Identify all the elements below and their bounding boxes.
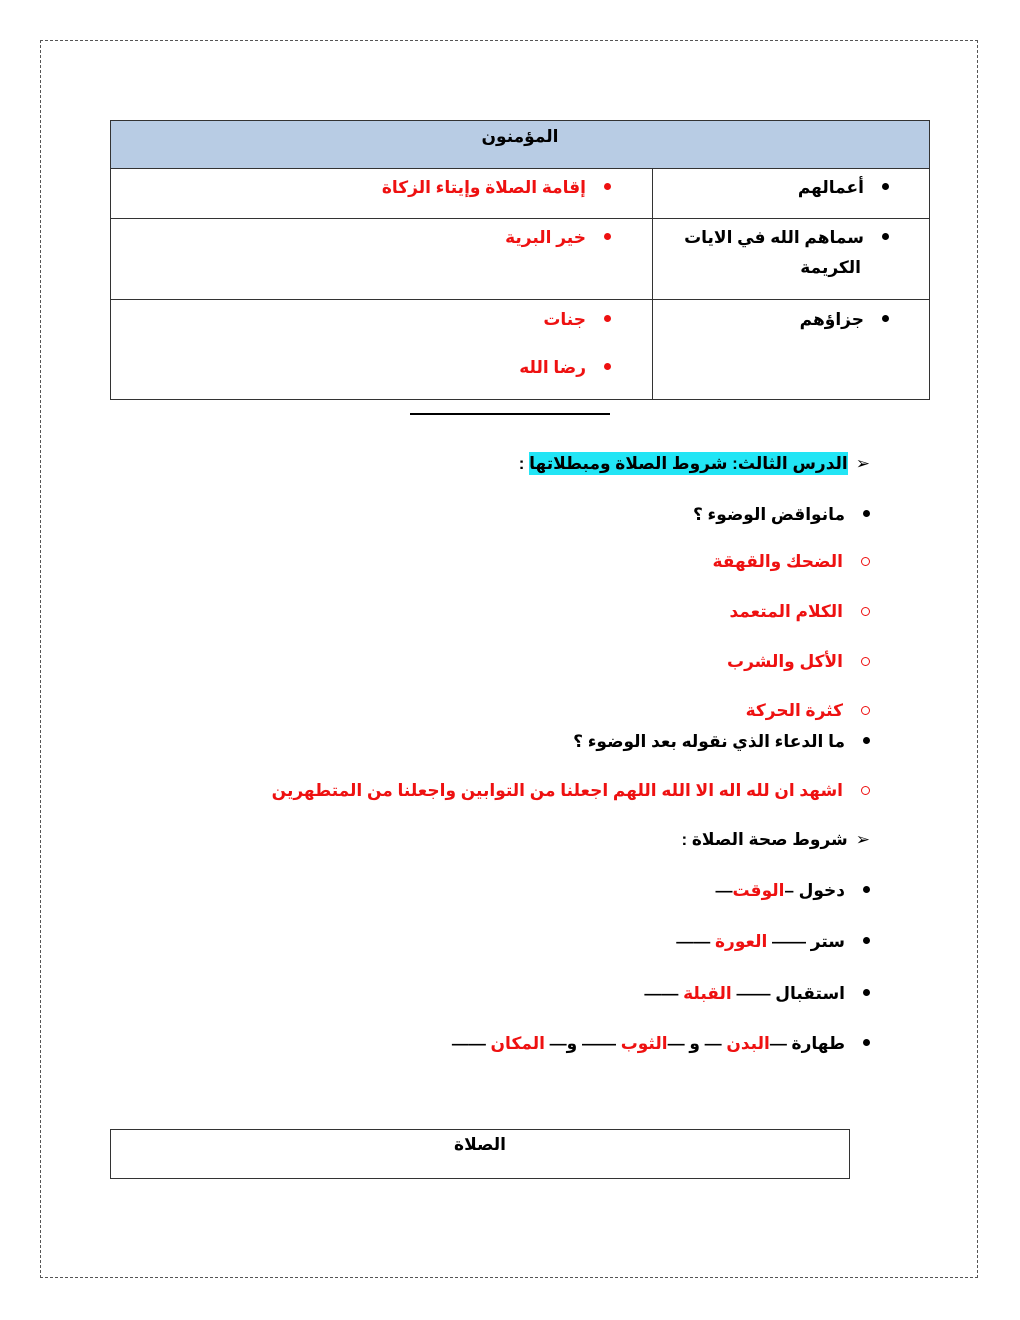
row-label-names-line2: الكريمة	[800, 258, 861, 277]
row-label-names: سماهم الله في الايات	[684, 223, 889, 253]
circle-bullet-icon	[861, 786, 870, 795]
row-divider	[111, 218, 929, 219]
bullet-icon	[604, 233, 611, 240]
bullet-icon	[863, 737, 870, 744]
arrow-bullet-icon: ➢	[855, 830, 870, 849]
row-answer-names: خير البرية	[505, 223, 611, 253]
answer-item: الأكل والشرب	[727, 652, 870, 672]
bullet-icon	[863, 1039, 870, 1046]
believers-table	[110, 120, 930, 400]
condition-item-purity: طهارة —البدن — و —الثوب —— و— المكان ——	[452, 1034, 870, 1054]
bullet-icon	[604, 363, 611, 370]
arrow-bullet-icon: ➢	[855, 454, 870, 473]
table-header-title: المؤمنون	[481, 127, 559, 146]
condition-item: ستر —— العورة ——	[676, 932, 870, 952]
bullet-icon	[863, 989, 870, 996]
bullet-icon	[863, 510, 870, 517]
circle-bullet-icon	[861, 557, 870, 566]
row-label-deeds: أعمالهم	[798, 173, 889, 203]
row-answer-reward-1: جنات	[543, 305, 611, 335]
bullet-icon	[604, 183, 611, 190]
conditions-title: ➢شروط صحة الصلاة :	[681, 830, 870, 849]
condition-item: استقبال —— القبلة ——	[644, 984, 870, 1004]
separator-line	[410, 413, 610, 415]
lesson-title: ➢الدرس الثالث: شروط الصلاة ومبطلاتها :	[518, 454, 870, 473]
question-dua-after-wudu: ما الدعاء الذي نقوله بعد الوضوء ؟	[573, 732, 870, 752]
row-label-reward: جزاؤهم	[800, 305, 889, 335]
prayer-box	[110, 1129, 850, 1179]
bullet-icon	[882, 315, 889, 322]
table-header	[111, 121, 929, 169]
row-answer-deeds: إقامة الصلاة وإيتاء الزكاة	[382, 173, 611, 203]
bullet-icon	[882, 233, 889, 240]
answer-dua: اشهد ان لله اله الا الله اللهم اجعلنا من التوابين واجعلنا من المتطهرين	[272, 781, 870, 801]
prayer-box-title: الصلاة	[454, 1135, 506, 1154]
condition-item: دخول –الوقت—	[715, 881, 870, 901]
answer-item: الضحك والقهقة	[712, 552, 870, 572]
answer-item: كثرة الحركة	[746, 701, 870, 721]
bullet-icon	[882, 183, 889, 190]
row-answer-reward-2: رضا الله	[519, 353, 611, 383]
answer-item: الكلام المتعمد	[729, 602, 870, 622]
question-wudu-nullifiers: مانواقض الوضوء ؟	[693, 505, 870, 525]
bullet-icon	[604, 315, 611, 322]
circle-bullet-icon	[861, 706, 870, 715]
row-divider	[111, 299, 929, 300]
column-divider	[652, 168, 653, 399]
circle-bullet-icon	[861, 607, 870, 616]
bullet-icon	[863, 886, 870, 893]
circle-bullet-icon	[861, 657, 870, 666]
bullet-icon	[863, 937, 870, 944]
